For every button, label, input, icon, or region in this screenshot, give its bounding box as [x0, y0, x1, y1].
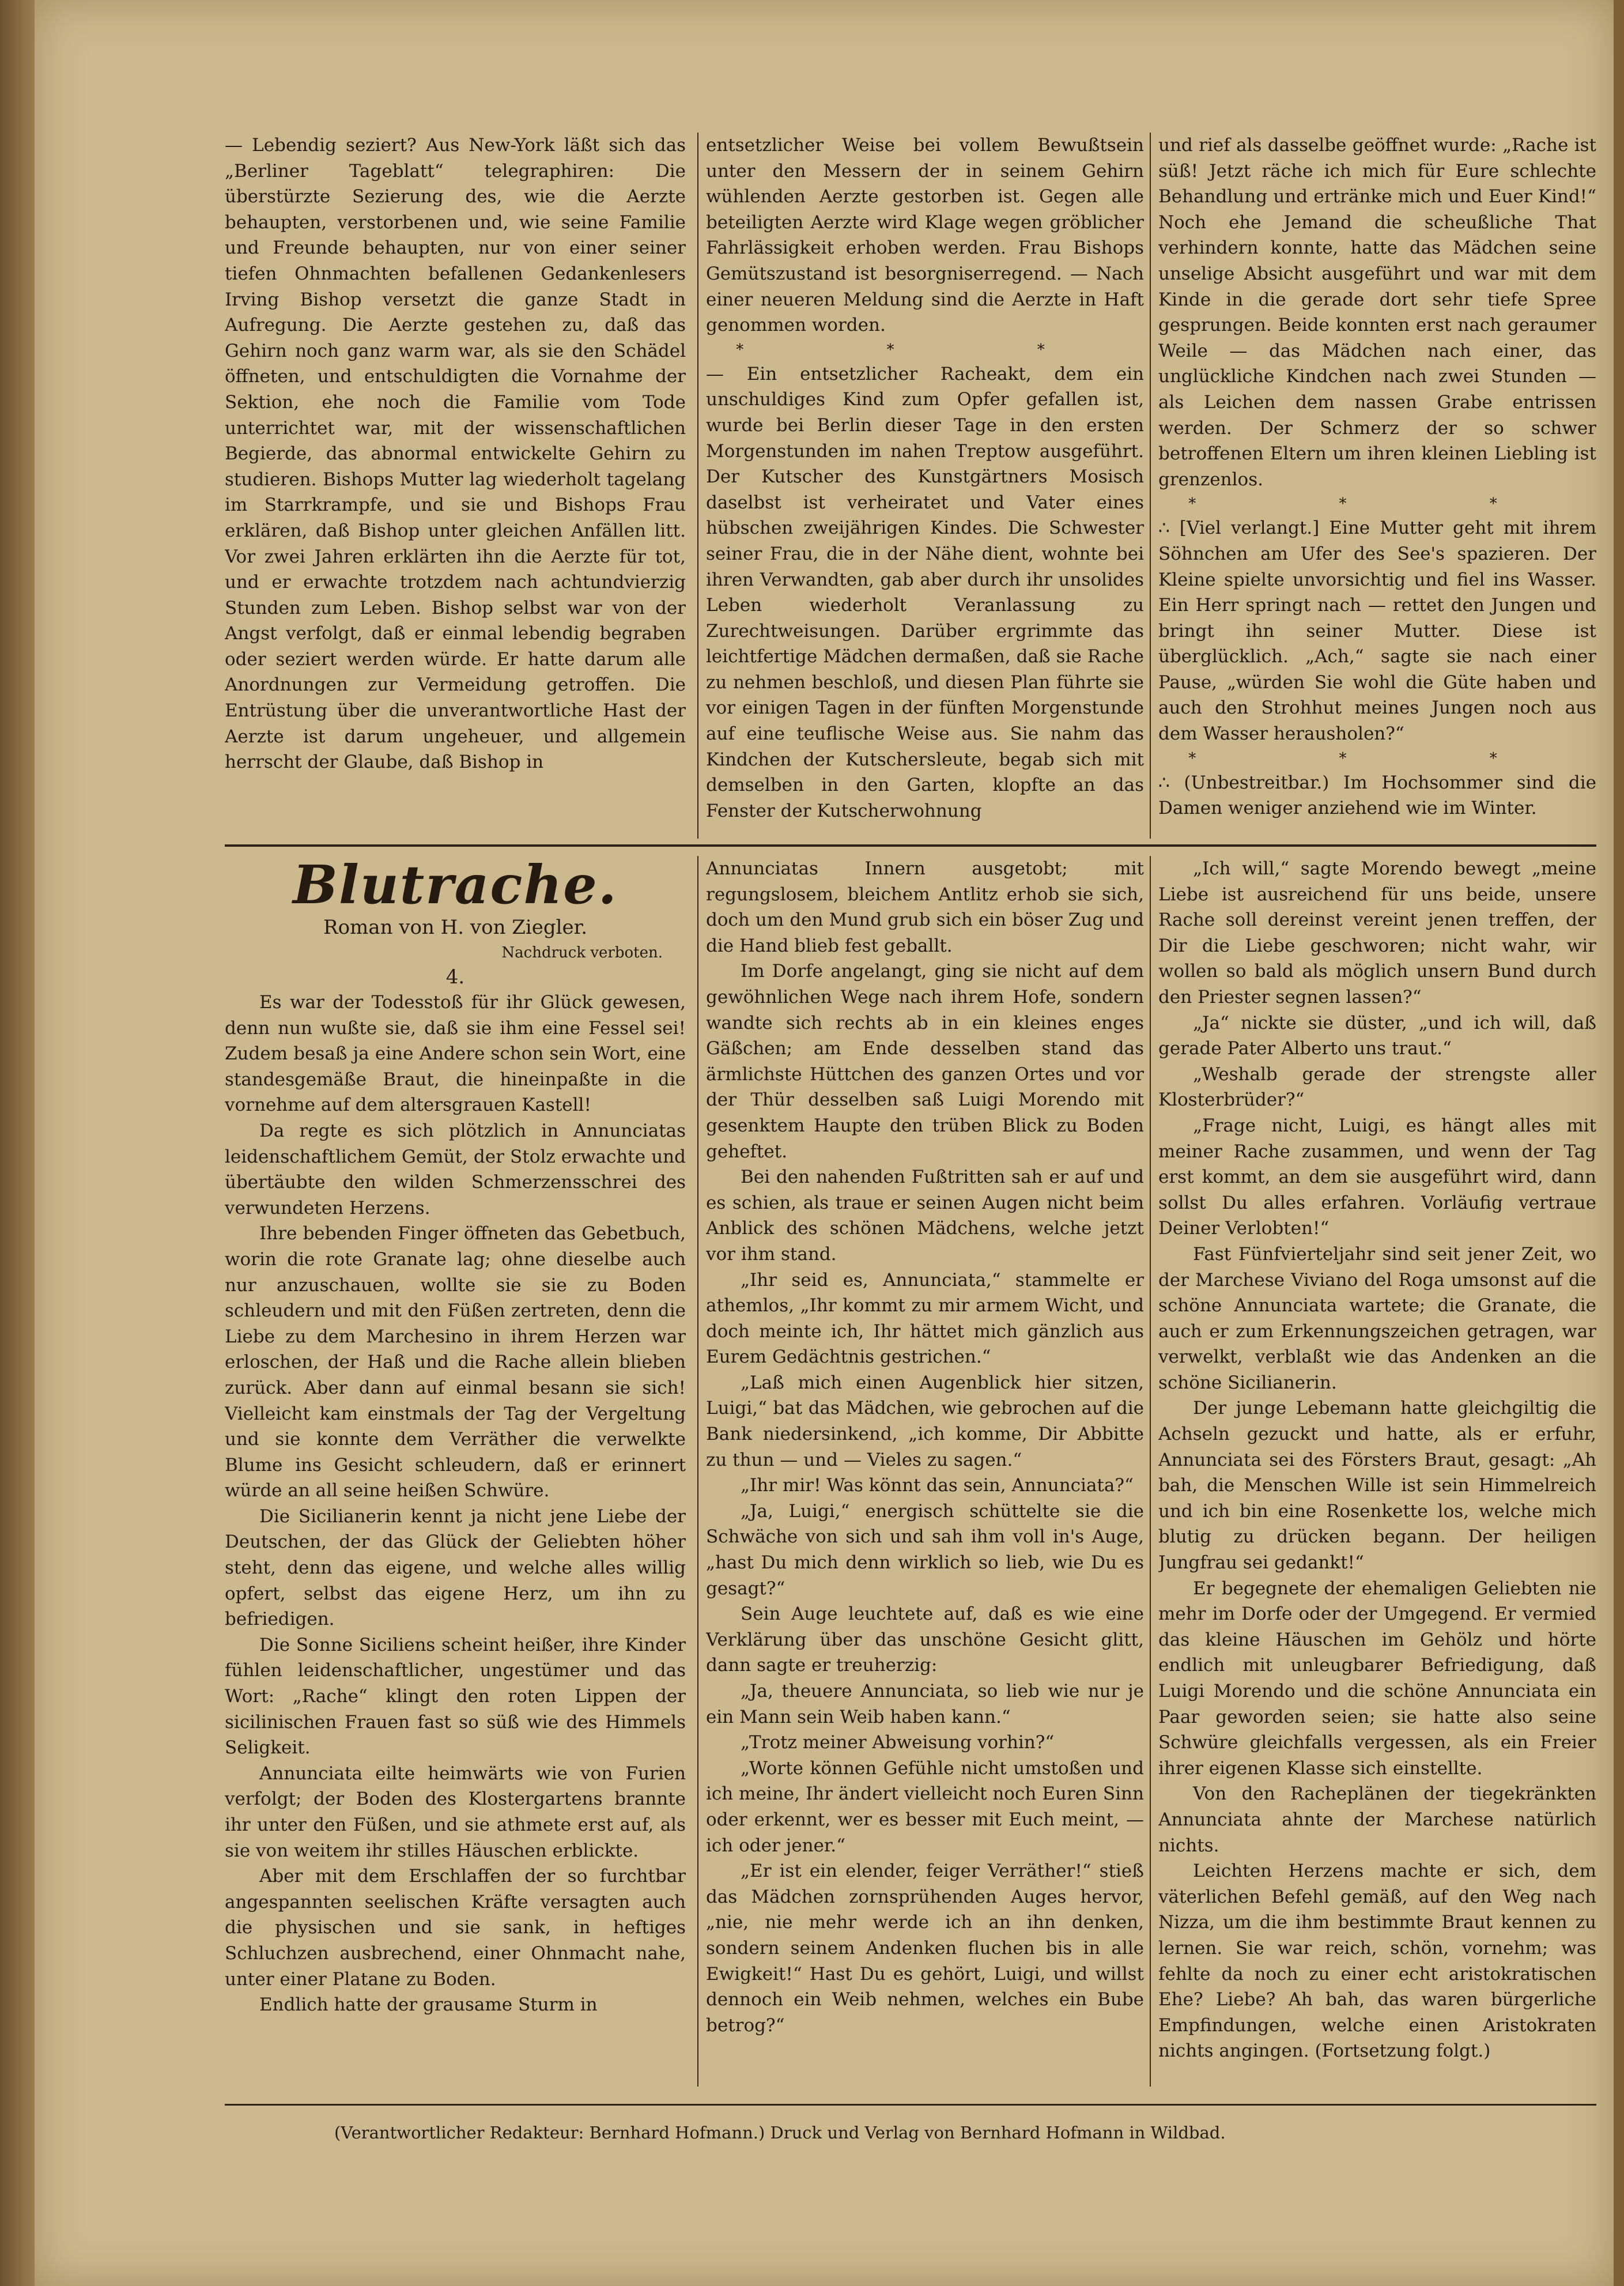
column-divider [1150, 856, 1151, 2087]
section-stars: * * * [1188, 749, 1566, 767]
serial-paragraph: Bei den nahenden Fußtritten sah er auf und es schien, als traue er seinen Augen nicht beim Anblick des schönen Mädchens, welche jetzt vor ihm stand. [706, 1167, 1144, 1265]
section-stars: * * * [1188, 495, 1566, 513]
news-racheakt: — Ein entsetzlicher Racheakt, dem ein unschuldiges Kind zum Opfer gefallen ist, wurde bei Berlin dieser Tage in den ersten Morgenstunden im nahen Treptow ausgeführt. Der Kutscher des Kunstgärtners Mosisch daselbst ist verheiratet und Vater eines hübschen zweijährigen Kindes. Die Schwester seiner Frau, die in der Nähe dient, wohnte bei ihren Verwandten, gab aber durch ihr unsolides Leben wiederholt Veranlassung zu Zurechtweisungen. Darüber ergrimmte das leichtfertige Mädchen dermaßen, daß sie Rache zu nehmen beschloß, und diesen Plan führte sie vor einigen Tagen in der fünften Morgenstunde auf eine teuflische Weise aus. Sie nahm das Kindchen der Kutschersleute, begab sich mit demselben in den Garten, klopfte an das Fenster der Kutscherwohnung [706, 363, 1144, 821]
serial-paragraph: „Er ist ein elender, feiger Verräther!“ stieß das Mädchen zornsprühenden Auges hervor, „nie, nie mehr werde ich an ihn denken, sondern seinem Andenken fluchen bis in alle Ewigkeit!“ Hast Du es gehört, Luigi, und willst dennoch ein Weib nehmen, welches ein Bube betrog?“ [706, 1861, 1144, 2036]
serial-paragraph: Da regte es sich plötzlich in Annunciatas leidenschaftlichem Gemüt, der Stolz erwachte und übertäubte den wilden Schmerzensschrei des verwundeten Herzens. [225, 1120, 686, 1219]
column-divider [1150, 133, 1151, 839]
news-viel-verlangt: ∴ [Viel verlangt.] Eine Mutter geht mit ihrem Söhnchen am Ufer des See's spazieren. Der Kleine spielte unvorsichtig und fiel ins Wasser. Ein Herr springt nach — rettet den Jungen und bringt ihn seiner Mutter. Diese ist überglücklich. „Ach,“ sagte sie nach einer Pause, „würden Sie wohl die Güte haben und auch den Strohhut meines Jungen noch aus dem Wasser herausholen?“ [1158, 518, 1596, 745]
reprint-notice: Nachdruck verboten. [501, 944, 663, 961]
serial-paragraph: Im Dorfe angelangt, ging sie nicht auf dem gewöhnlichen Wege nach ihrem Hofe, sondern wandte sich rechts ab in ein kleines enges Gäßchen; am Ende desselben stand das ärmlichste Hüttchen des ganzen Ortes und vor der Thür desselben saß Luigi Morendo mit gesenktem Haupte den trüben Blick zu Boden geheftet. [706, 961, 1144, 1162]
footer-divider [225, 2104, 1596, 2106]
serial-paragraph: „Ja, Luigi,“ energisch schüttelte sie die Schwäche von sich und sah ihm voll in's Auge, „hast Du mich denn wirklich so lieb, wie Du es gesagt?“ [706, 1500, 1144, 1599]
imprint-footer: (Verantwortlicher Redakteur: Bernhard Hofmann.) Druck und Verlag von Bernhard Hofmann in Wildbad. [334, 2123, 1226, 2142]
section-divider [225, 844, 1596, 847]
section-stars: * * * [736, 341, 1114, 359]
serial-paragraph: „Laß mich einen Augenblick hier sitzen, Luigi,“ bat das Mädchen, wie gebrochen auf die Bank niedersinkend, „ich komme, Dir Abbitte zu thun — und — Vieles zu sagen.“ [706, 1372, 1144, 1470]
serial-paragraph: „Ihr seid es, Annunciata,“ stammelte er athemlos, „Ihr kommt zu mir armem Wicht, und doch meinte ich, Ihr hättet mich gänzlich aus Eurem Gedächtnis gestrichen.“ [706, 1269, 1144, 1368]
serial-paragraph: Leichten Herzens machte er sich, dem väterlichen Befehl gemäß, auf den Weg nach Nizza, um die ihm bestimmte Braut kennen zu lernen. Sie war reich, schön, vornehm; was fehlte da noch zu einer echt aristokratischen Ehe? Liebe? Ah bah, das waren bürgerliche Empfindungen, welche einen Aristokraten nichts angingen. (Fortsetzung folgt.) [1158, 1861, 1596, 2062]
news-bishop-part2: entsetzlicher Weise bei vollem Bewußtsein unter den Messern der in seinem Gehirn wühlenden Aerzte gestorben ist. Gegen alle beteiligten Aerzte wird Klage wegen gröblicher Fahrlässigkeit erhoben werden. Frau Bishops Gemütszustand ist besorgniserregend. — Nach einer neueren Meldung sind die Aerzte in Haft genommen worden. [706, 135, 1144, 336]
column-divider [697, 856, 698, 2087]
serial-title: Blutrache. [293, 856, 618, 916]
news-racheakt-end: und rief als dasselbe geöffnet wurde: „Rache ist süß! Jetzt räche ich mich für Eure schlechte Behandlung und ertränke mich und Euer Kind!“ Noch ehe Jemand die scheußliche That verhindern konnte, hatte das Mädchen seine unselige Absicht ausgeführt und war mit dem Kinde in die gerade dort sehr tiefe Spree gesprungen. Beide konnten erst nach geraumer Weile — das Mädchen nach einer, das unglückliche Kindchen nach zwei Stunden — als Leichen dem nassen Grabe entrissen werden. Der Schmerz der so schwer betroffenen Eltern um ihren kleinen Liebling ist grenzenlos. [1158, 135, 1596, 490]
serial-paragraph: „Weshalb gerade der strengste aller Klosterbrüder?“ [1158, 1063, 1596, 1111]
news-column-2 [706, 133, 1144, 839]
column-divider [697, 133, 698, 839]
serial-paragraph: „Ja, theuere Annunciata, so lieb wie nur je ein Mann sein Weib haben kann.“ [706, 1681, 1144, 1727]
serial-column-1 [225, 856, 686, 2087]
news-unbestreitbar: ∴ (Unbestreitbar.) Im Hochsommer sind die Damen weniger anziehend wie im Winter. [1158, 772, 1596, 819]
serial-paragraph: Fast Fünfvierteljahr sind seit jener Zeit, wo der Marchese Viviano del Roga umsonst auf die schöne Annunciata wartete; die Granate, die auch er zum Erkennungszeichen getragen, war verwelkt, verblaßt wie das Andenken an die schöne Sicilianerin. [1158, 1243, 1596, 1393]
news-column-1 [225, 133, 686, 839]
serial-column-3 [1158, 856, 1596, 2087]
serial-paragraph: Es war der Todesstoß für ihr Glück gewesen, denn nun wußte sie, daß sie ihm eine Fessel sei! Zudem besaß ja eine Andere schon sein Wort, eine standesgemäße Braut, die hineinpaßte in die vornehme auf dem altersgrauen Kastell! [225, 992, 686, 1116]
serial-paragraph: „Ich will,“ sagte Morendo bewegt „meine Liebe ist ausreichend für uns beide, unsere Rache soll dereinst vereint jenen treffen, der Dir die Liebe geschworen; nicht wahr, wir wollen so bald als möglich unsern Bund durch den Priester segnen lassen?“ [1158, 858, 1596, 1008]
serial-paragraph: Die Sonne Siciliens scheint heißer, ihre Kinder fühlen leidenschaftlicher, ungestümer und das Wort: „Rache“ klingt den roten Lippen der sicilinischen Frauen fast so süß wie des Himmels Seligkeit. [225, 1634, 686, 1759]
news-column-3 [1158, 133, 1596, 839]
serial-paragraph: Endlich hatte der grausame Sturm in [259, 1994, 598, 2016]
chapter-number: 4. [445, 965, 465, 989]
serial-paragraph: „Trotz meiner Abweisung vorhin?“ [741, 1732, 1055, 1753]
newspaper-page [35, 0, 1614, 2286]
serial-paragraph: Ihre bebenden Finger öffneten das Gebetbuch, worin die rote Granate lag; ohne dieselbe auch nur anzuschauen, wollte sie sie zu Boden schleudern und mit den Füßen zertreten, denn die Liebe zu dem Marchesino in ihrem Herzen war erloschen, der Haß und die Rache allein blieben zurück. Aber dann auf einmal besann sie sich! Vielleicht kam einstmals der Tag der Vergeltung und sie konnte dem Verräther die verwelkte Blume ins Gesicht schleudern, daß er erinnert würde an all seine heißen Schwüre. [225, 1223, 686, 1502]
serial-paragraph: Die Sicilianerin kennt ja nicht jene Liebe der Deutschen, der das Glück der Geliebten höher steht, denn das eigene, und welche alles willig opfert, selbst das eigene Herz, um ihn zu befriedigen. [225, 1506, 686, 1630]
serial-author: Roman von H. von Ziegler. [323, 916, 588, 939]
serial-paragraph: Sein Auge leuchtete auf, daß es wie eine Verklärung über das unschöne Gesicht glitt, dann sagte er treuherzig: [706, 1604, 1144, 1676]
serial-paragraph: Von den Racheplänen der tiegekränkten Annunciata ahnte der Marchese natürlich nichts. [1158, 1783, 1596, 1856]
serial-paragraph: Er begegnete der ehemaligen Geliebten nie mehr im Dorfe oder der Umgegend. Er vermied das kleine Häuschen im Gehölz und hörte endlich mit unleugbarer Befriedigung, daß Luigi Morendo und die schöne Annunciata ein Paar geworden seien; sie hatte also seine Schwüre gleichfalls vergessen, als ein Freier ihrer eigenen Klasse sich einstellte. [1158, 1578, 1596, 1779]
serial-paragraph: „Ihr mir! Was könnt das sein, Annunciata?“ [741, 1475, 1134, 1496]
serial-paragraph: Aber mit dem Erschlaffen der so furchtbar angespannten seelischen Kräfte versagten auch die physischen und sie sank, in heftiges Schluchzen ausbrechend, einer Ohnmacht nahe, unter einer Platane zu Boden. [225, 1866, 686, 1990]
serial-paragraph: Annunciatas Innern ausgetobt; mit regungslosem, bleichem Antlitz erhob sie sich, doch um den Mund grub sich ein böser Zug und die Hand blieb fest geballt. [706, 858, 1144, 956]
serial-paragraph: „Frage nicht, Luigi, es hängt alles mit meiner Rache zusammen, und wenn der Tag erst kommt, an dem sie ausgeführt wird, dann sollst Du alles erfahren. Vorläufig vertraue Deiner Verlobten!“ [1158, 1115, 1596, 1239]
serial-column-2 [706, 856, 1144, 2087]
serial-paragraph: „Worte können Gefühle nicht umstoßen und ich meine, Ihr ändert vielleicht noch Euren Sinn oder erkennt, wer es besser mit Euch meint, — ich oder jener.“ [706, 1757, 1144, 1856]
serial-paragraph: „Ja“ nickte sie düster, „und ich will, daß gerade Pater Alberto uns traut.“ [1158, 1012, 1596, 1059]
news-bishop-part1: — Lebendig seziert? Aus New-York läßt sich das „Berliner Tageblatt“ telegraphiren: Die überstürzte Sezierung des, wie die Aerzte behaupten, verstorbenen und, wie seine Familie und Freunde behaupten, nur von einer seiner tiefen Ohnmachten befallenen Gedankenlesers Irving Bishop versetzt die ganze Stadt in Aufregung. Die Aerzte gestehen zu, daß das Gehirn noch ganz warm war, als sie den Schädel öffneten, und entschuldigten die Vornahme der Sektion, ehe noch die Familie vom Tode unterrichtet war, mit der wissenschaftlichen Begierde, das abnormal entwickelte Gehirn zu studieren. Bishops Mutter lag wiederholt tagelang im Starrkrampfe, und sie und Bishops Frau erklären, daß Bishop unter gleichen Anfällen litt. Vor zwei Jahren erklärten ihn die Aerzte für tot, und er erwachte trotzdem nach achtundvierzig Stunden zum Leben. Bishop selbst war von der Angst verfolgt, daß er einmal lebendig begraben oder seziert werden würde. Er hatte darum alle Anordnungen zur Vermeidung getroffen. Die Entrüstung über die unverantwortliche Hast der Aerzte ist darum ungeheuer, und allgemein herrscht der Glaube, daß Bishop in [225, 135, 686, 773]
serial-paragraph: Annunciata eilte heimwärts wie von Furien verfolgt; der Boden des Klostergartens brannte ihr unter den Füßen, und sie athmete erst auf, als sie von weitem ihr stilles Häuschen erblickte. [225, 1763, 686, 1861]
serial-paragraph: Der junge Lebemann hatte gleichgiltig die Achseln gezuckt und hatte, als er erfuhr, Annunciata sei des Försters Braut, gesagt: „Ah bah, die Menschen Wille ist sein Himmelreich und ich bin eine Rosenkette los, welche mich blutig zu drücken begann. Der heiligen Jungfrau sei gedankt!“ [1158, 1398, 1596, 1574]
